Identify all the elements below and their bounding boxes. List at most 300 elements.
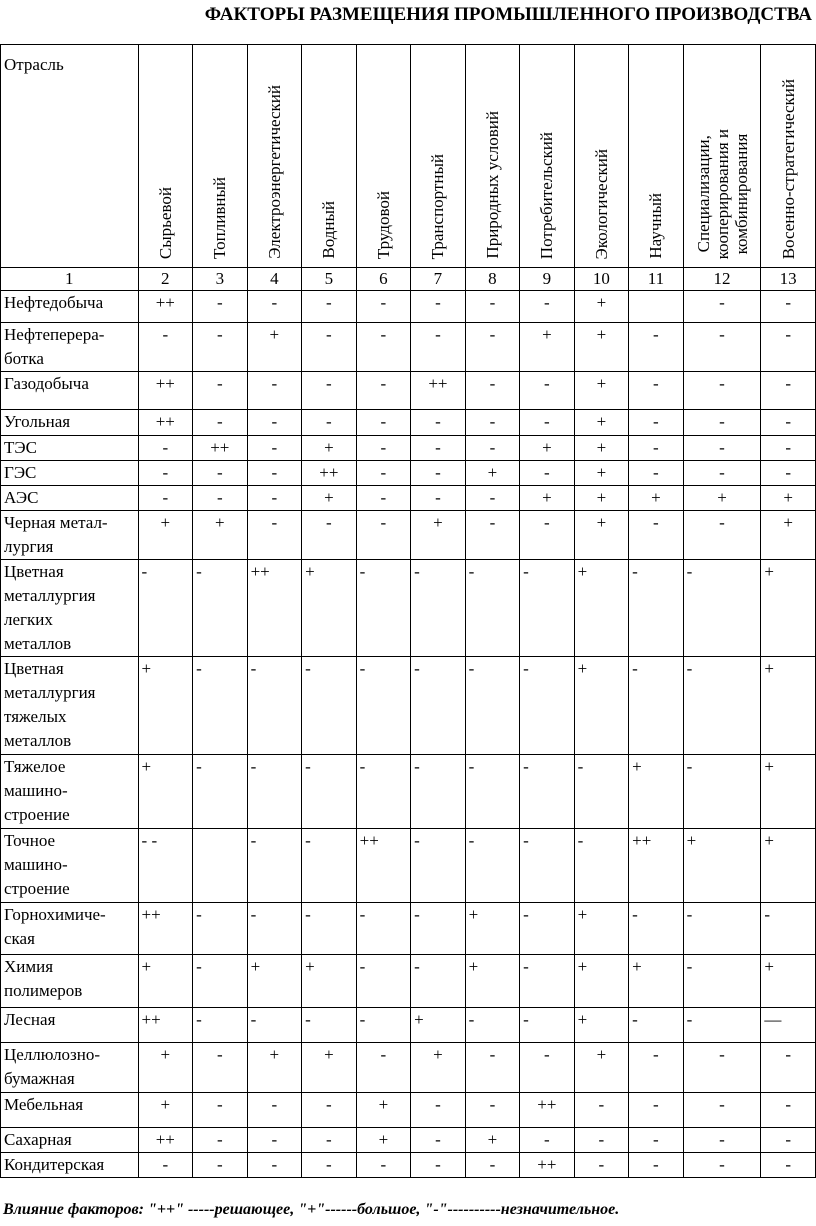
factor-cell: - bbox=[356, 511, 411, 560]
factor-cell: - bbox=[629, 436, 684, 461]
factor-cell: - bbox=[683, 1128, 761, 1153]
factor-cell: - bbox=[629, 1128, 684, 1153]
branch-name: Угольная bbox=[1, 410, 139, 436]
factor-cell: - bbox=[247, 372, 302, 410]
factor-cell: - bbox=[193, 323, 248, 372]
factor-cell: + bbox=[138, 1043, 193, 1093]
factor-cell: - bbox=[520, 511, 575, 560]
column-number: 1 bbox=[1, 268, 139, 291]
factor-cell: - bbox=[629, 461, 684, 486]
factor-cell: - bbox=[683, 323, 761, 372]
table-row bbox=[1, 829, 816, 903]
factor-cell: - bbox=[302, 511, 357, 560]
factor-cell: - bbox=[356, 486, 411, 511]
factor-cell: - bbox=[247, 657, 302, 755]
branch-name: АЭС bbox=[1, 486, 139, 511]
factor-cell: - bbox=[193, 955, 248, 1008]
header-factor bbox=[520, 45, 575, 268]
table-row bbox=[1, 291, 816, 323]
table-row bbox=[1, 410, 816, 436]
header-factor bbox=[356, 45, 411, 268]
table-row bbox=[1, 1043, 816, 1093]
branch-name: Тяжелое машино- строение bbox=[1, 755, 139, 829]
header-factor bbox=[138, 45, 193, 268]
factor-cell: - bbox=[629, 1093, 684, 1128]
factor-cell: - bbox=[629, 1153, 684, 1178]
factor-cell: ++ bbox=[138, 1128, 193, 1153]
factor-cell: - bbox=[411, 657, 466, 755]
factor-cell: ++ bbox=[520, 1153, 575, 1178]
header-factor bbox=[683, 45, 761, 268]
factor-cell: - bbox=[520, 1043, 575, 1093]
factor-cell: + bbox=[302, 436, 357, 461]
table-row bbox=[1, 1128, 816, 1153]
factor-cell: - bbox=[193, 1093, 248, 1128]
factor-cell: + bbox=[761, 486, 816, 511]
factor-cell: + bbox=[138, 511, 193, 560]
factor-cell: - bbox=[193, 410, 248, 436]
factor-cell: - bbox=[138, 486, 193, 511]
factor-cell: - bbox=[629, 323, 684, 372]
factor-cell: - bbox=[138, 560, 193, 657]
factor-cell: - bbox=[683, 291, 761, 323]
factor-cell: - bbox=[574, 829, 628, 903]
column-numbers-row bbox=[1, 268, 816, 291]
column-number: 8 bbox=[465, 268, 519, 291]
factor-cell bbox=[629, 291, 684, 323]
factor-cell: - bbox=[761, 1128, 816, 1153]
branch-name: Химия полимеров bbox=[1, 955, 139, 1008]
column-number: 12 bbox=[683, 268, 761, 291]
factor-cell: - bbox=[520, 903, 575, 955]
factor-cell: - bbox=[465, 410, 519, 436]
factor-cell: - bbox=[465, 1153, 519, 1178]
factor-cell: - bbox=[302, 1093, 357, 1128]
factor-cell: ++ bbox=[629, 829, 684, 903]
factor-cell: ++ bbox=[138, 372, 193, 410]
factor-cell: - bbox=[193, 1043, 248, 1093]
factor-cell: - bbox=[411, 755, 466, 829]
factor-cell: - bbox=[411, 291, 466, 323]
factor-cell: - bbox=[574, 755, 628, 829]
factor-cell: - bbox=[356, 1043, 411, 1093]
header-factor-label: Специализации, кооперирования и комбинирования bbox=[693, 128, 751, 259]
factor-cell: - bbox=[520, 560, 575, 657]
factor-cell: - bbox=[411, 1128, 466, 1153]
page-title: ФАКТОРЫ РАЗМЕЩЕНИЯ ПРОМЫШЛЕННОГО ПРОИЗВОДСТВА bbox=[204, 4, 812, 25]
factor-cell: - bbox=[683, 1008, 761, 1043]
factor-cell: - bbox=[193, 560, 248, 657]
factor-cell: + bbox=[411, 1008, 466, 1043]
column-number: 11 bbox=[629, 268, 684, 291]
factor-cell: + bbox=[629, 755, 684, 829]
factor-cell: + bbox=[629, 486, 684, 511]
factor-cell: - bbox=[465, 1008, 519, 1043]
factor-cell: - bbox=[247, 1153, 302, 1178]
factor-cell: - bbox=[761, 1043, 816, 1093]
factor-cell: - bbox=[520, 410, 575, 436]
factor-cell: - bbox=[465, 436, 519, 461]
factor-cell: - bbox=[356, 372, 411, 410]
factor-cell: - bbox=[520, 829, 575, 903]
header-factor bbox=[193, 45, 248, 268]
factor-cell: - bbox=[761, 461, 816, 486]
factor-cell: ++ bbox=[138, 1008, 193, 1043]
factor-cell: + bbox=[761, 511, 816, 560]
factor-cell: - bbox=[247, 1008, 302, 1043]
factor-cell: - bbox=[247, 511, 302, 560]
factor-cell: - bbox=[683, 372, 761, 410]
table-row bbox=[1, 511, 816, 560]
factor-cell: + bbox=[356, 1128, 411, 1153]
factor-cell: - - bbox=[138, 829, 193, 903]
factor-cell: + bbox=[465, 955, 519, 1008]
factor-cell: - bbox=[465, 511, 519, 560]
factor-cell: + bbox=[465, 1128, 519, 1153]
table-row bbox=[1, 372, 816, 410]
factor-cell: - bbox=[193, 657, 248, 755]
column-number: 7 bbox=[411, 268, 466, 291]
factor-cell: ++ bbox=[138, 291, 193, 323]
table-row bbox=[1, 486, 816, 511]
factor-cell: - bbox=[411, 829, 466, 903]
factors-table bbox=[0, 44, 816, 1178]
factor-cell: - bbox=[465, 1043, 519, 1093]
factor-cell: - bbox=[520, 291, 575, 323]
factor-cell: + bbox=[761, 755, 816, 829]
factor-cell: - bbox=[193, 903, 248, 955]
table-row bbox=[1, 436, 816, 461]
factor-cell: + bbox=[574, 436, 628, 461]
table-row bbox=[1, 755, 816, 829]
branch-name: Горнохимиче- ская bbox=[1, 903, 139, 955]
factor-cell: - bbox=[574, 1093, 628, 1128]
factor-cell: + bbox=[574, 903, 628, 955]
factor-cell: - bbox=[629, 560, 684, 657]
factor-cell: - bbox=[465, 323, 519, 372]
factor-cell: - bbox=[247, 436, 302, 461]
factor-cell: - bbox=[683, 511, 761, 560]
factor-cell: - bbox=[520, 755, 575, 829]
factor-cell: - bbox=[193, 755, 248, 829]
factor-cell: - bbox=[411, 560, 466, 657]
branch-name: Лесная bbox=[1, 1008, 139, 1043]
factor-cell: - bbox=[683, 461, 761, 486]
branch-name: Мебельная bbox=[1, 1093, 139, 1128]
factor-cell: + bbox=[465, 903, 519, 955]
column-number: 13 bbox=[761, 268, 816, 291]
factor-cell: - bbox=[193, 461, 248, 486]
factor-cell: + bbox=[629, 955, 684, 1008]
factor-cell: ++ bbox=[302, 461, 357, 486]
factor-cell: + bbox=[193, 511, 248, 560]
branch-name: Кондитерская bbox=[1, 1153, 139, 1178]
factor-cell: - bbox=[411, 410, 466, 436]
column-number: 3 bbox=[193, 268, 248, 291]
factor-cell: - bbox=[761, 410, 816, 436]
factor-cell: - bbox=[465, 1093, 519, 1128]
factor-cell: + bbox=[520, 486, 575, 511]
factor-cell bbox=[193, 829, 248, 903]
header-row bbox=[1, 45, 816, 268]
table-row bbox=[1, 323, 816, 372]
factor-cell: - bbox=[302, 1008, 357, 1043]
branch-name: Нефтедобыча bbox=[1, 291, 139, 323]
table-row bbox=[1, 1008, 816, 1043]
factor-cell: - bbox=[629, 410, 684, 436]
factor-cell: - bbox=[356, 323, 411, 372]
factor-cell: - bbox=[356, 903, 411, 955]
column-number: 4 bbox=[247, 268, 302, 291]
header-factor-label: Топливный bbox=[210, 177, 230, 259]
factor-cell: + bbox=[302, 1043, 357, 1093]
header-factor-label: Электроэнергетический bbox=[264, 85, 284, 259]
factor-cell: + bbox=[411, 511, 466, 560]
factor-cell: + bbox=[683, 829, 761, 903]
header-factor-label: Водный bbox=[319, 201, 339, 259]
factor-cell: - bbox=[302, 1153, 357, 1178]
factor-cell: - bbox=[411, 1093, 466, 1128]
factor-cell: + bbox=[247, 955, 302, 1008]
factor-cell: - bbox=[302, 1128, 357, 1153]
table-row bbox=[1, 461, 816, 486]
branch-name: Газодобыча bbox=[1, 372, 139, 410]
factor-cell: - bbox=[520, 657, 575, 755]
factor-cell: - bbox=[683, 560, 761, 657]
factor-cell: - bbox=[356, 955, 411, 1008]
factor-cell: ++ bbox=[138, 903, 193, 955]
factor-cell: - bbox=[683, 955, 761, 1008]
factor-cell: - bbox=[193, 486, 248, 511]
factor-cell: - bbox=[520, 372, 575, 410]
factor-cell: + bbox=[356, 1093, 411, 1128]
factor-cell: ++ bbox=[356, 829, 411, 903]
header-factor bbox=[411, 45, 466, 268]
header-factor-label: Научный bbox=[646, 193, 666, 259]
header-factor-label: Восенно-стратегический bbox=[778, 78, 798, 259]
factor-cell: - bbox=[302, 903, 357, 955]
factor-cell: + bbox=[138, 755, 193, 829]
factor-cell: - bbox=[574, 1128, 628, 1153]
column-number: 2 bbox=[138, 268, 193, 291]
factor-cell: + bbox=[574, 323, 628, 372]
factor-cell: - bbox=[574, 1153, 628, 1178]
column-number: 9 bbox=[520, 268, 575, 291]
factor-cell: - bbox=[411, 323, 466, 372]
header-factor bbox=[465, 45, 519, 268]
factor-cell: - bbox=[356, 755, 411, 829]
factor-cell: + bbox=[574, 1008, 628, 1043]
header-factor-label: Экологический bbox=[591, 148, 611, 259]
factor-cell: - bbox=[302, 410, 357, 436]
factor-cell: + bbox=[574, 291, 628, 323]
factor-cell: - bbox=[465, 829, 519, 903]
table-row bbox=[1, 955, 816, 1008]
factor-cell: - bbox=[761, 291, 816, 323]
column-number: 10 bbox=[574, 268, 628, 291]
factor-cell: - bbox=[761, 903, 816, 955]
table-body bbox=[1, 291, 816, 1178]
factor-cell: - bbox=[193, 372, 248, 410]
factor-cell: - bbox=[247, 1128, 302, 1153]
factor-cell: + bbox=[302, 560, 357, 657]
factor-cell: + bbox=[520, 436, 575, 461]
branch-name: ГЭС bbox=[1, 461, 139, 486]
branch-name: Точное машино- строение bbox=[1, 829, 139, 903]
branch-name: Целлюлозно- бумажная bbox=[1, 1043, 139, 1093]
factor-cell: - bbox=[683, 657, 761, 755]
factor-cell: - bbox=[302, 291, 357, 323]
factor-cell: - bbox=[247, 486, 302, 511]
factor-cell: + bbox=[302, 486, 357, 511]
factor-cell: - bbox=[247, 410, 302, 436]
factor-cell: - bbox=[629, 511, 684, 560]
factor-cell: - bbox=[138, 461, 193, 486]
factor-cell: - bbox=[138, 436, 193, 461]
factor-cell: - bbox=[465, 291, 519, 323]
factor-cell: - bbox=[247, 291, 302, 323]
branch-name: Цветная металлургия легких металлов bbox=[1, 560, 139, 657]
factor-cell: - bbox=[193, 1008, 248, 1043]
table-row bbox=[1, 1153, 816, 1178]
factor-cell: + bbox=[574, 461, 628, 486]
factor-cell: - bbox=[356, 291, 411, 323]
factor-cell: + bbox=[683, 486, 761, 511]
factor-cell: - bbox=[302, 323, 357, 372]
factor-cell: + bbox=[574, 486, 628, 511]
header-branch: Отрасль bbox=[1, 45, 139, 268]
factor-cell: + bbox=[574, 372, 628, 410]
branch-name: Черная метал- лургия bbox=[1, 511, 139, 560]
factor-cell: - bbox=[247, 903, 302, 955]
factor-cell: + bbox=[761, 657, 816, 755]
factor-cell: + bbox=[761, 955, 816, 1008]
factor-cell: - bbox=[761, 323, 816, 372]
factor-cell: + bbox=[574, 511, 628, 560]
factor-cell: - bbox=[465, 486, 519, 511]
factor-cell: + bbox=[520, 323, 575, 372]
factor-cell: - bbox=[356, 657, 411, 755]
factor-cell: + bbox=[247, 323, 302, 372]
table-row bbox=[1, 657, 816, 755]
factor-cell: - bbox=[302, 829, 357, 903]
factor-cell: - bbox=[356, 410, 411, 436]
factor-cell: - bbox=[683, 1153, 761, 1178]
header-factor bbox=[629, 45, 684, 268]
factor-cell: + bbox=[574, 1043, 628, 1093]
factor-cell: - bbox=[356, 1008, 411, 1043]
factor-cell: - bbox=[193, 1153, 248, 1178]
factor-cell: + bbox=[574, 410, 628, 436]
branch-name: Цветная металлургия тяжелых металлов bbox=[1, 657, 139, 755]
column-number: 5 bbox=[302, 268, 357, 291]
factor-cell: ++ bbox=[247, 560, 302, 657]
header-factor bbox=[574, 45, 628, 268]
factor-cell: - bbox=[629, 1008, 684, 1043]
factor-cell: ++ bbox=[520, 1093, 575, 1128]
factor-cell: - bbox=[193, 291, 248, 323]
header-factor-label: Природных условий bbox=[482, 111, 502, 259]
factor-cell: - bbox=[629, 657, 684, 755]
factor-cell: + bbox=[138, 657, 193, 755]
factor-cell: - bbox=[629, 372, 684, 410]
factor-cell: ++ bbox=[411, 372, 466, 410]
factor-cell: - bbox=[761, 1093, 816, 1128]
column-number: 6 bbox=[356, 268, 411, 291]
factor-cell: + bbox=[247, 1043, 302, 1093]
factor-cell: - bbox=[302, 372, 357, 410]
factor-cell: - bbox=[411, 486, 466, 511]
header-factor bbox=[761, 45, 816, 268]
factor-cell: - bbox=[683, 903, 761, 955]
factor-cell: + bbox=[302, 955, 357, 1008]
factor-cell: + bbox=[411, 1043, 466, 1093]
factor-cell: - bbox=[247, 755, 302, 829]
factor-cell: - bbox=[465, 372, 519, 410]
factor-cell: + bbox=[138, 1093, 193, 1128]
factor-cell: - bbox=[411, 1153, 466, 1178]
factor-cell: - bbox=[247, 1093, 302, 1128]
factor-cell: ++ bbox=[138, 410, 193, 436]
factor-cell: — bbox=[761, 1008, 816, 1043]
factor-cell: - bbox=[411, 436, 466, 461]
header-factor-label: Трудовой bbox=[373, 190, 393, 259]
factor-cell: + bbox=[574, 560, 628, 657]
factor-cell: - bbox=[356, 560, 411, 657]
branch-name: ТЭС bbox=[1, 436, 139, 461]
factor-cell: + bbox=[138, 955, 193, 1008]
factor-cell: - bbox=[302, 755, 357, 829]
factor-cell: - bbox=[629, 1043, 684, 1093]
header-factor-label: Потребительский bbox=[537, 131, 557, 259]
header-factor bbox=[247, 45, 302, 268]
factor-cell: - bbox=[520, 461, 575, 486]
factor-cell: - bbox=[520, 1128, 575, 1153]
factor-cell: - bbox=[761, 436, 816, 461]
factor-cell: - bbox=[465, 657, 519, 755]
table-row bbox=[1, 1093, 816, 1128]
factor-cell: - bbox=[683, 1043, 761, 1093]
factor-cell: + bbox=[465, 461, 519, 486]
factor-cell: ++ bbox=[193, 436, 248, 461]
factor-cell: - bbox=[138, 1153, 193, 1178]
factor-cell: - bbox=[683, 436, 761, 461]
header-factor-label: Транспортный bbox=[428, 153, 448, 259]
factor-cell: + bbox=[574, 955, 628, 1008]
factor-cell: - bbox=[465, 560, 519, 657]
factor-cell: - bbox=[465, 755, 519, 829]
factor-cell: - bbox=[629, 903, 684, 955]
factor-cell: - bbox=[247, 461, 302, 486]
factor-cell: - bbox=[683, 755, 761, 829]
factor-cell: - bbox=[138, 323, 193, 372]
factor-cell: + bbox=[761, 829, 816, 903]
factor-cell: - bbox=[356, 461, 411, 486]
factor-cell: + bbox=[574, 657, 628, 755]
factor-cell: - bbox=[247, 829, 302, 903]
factor-cell: - bbox=[683, 1093, 761, 1128]
branch-name: Нефтеперера- ботка bbox=[1, 323, 139, 372]
factor-cell: - bbox=[520, 955, 575, 1008]
branch-name: Сахарная bbox=[1, 1128, 139, 1153]
factor-cell: - bbox=[356, 1153, 411, 1178]
factor-cell: - bbox=[520, 1008, 575, 1043]
header-factor-label: Сырьевой bbox=[155, 186, 175, 259]
factor-cell: - bbox=[411, 461, 466, 486]
factor-cell: - bbox=[761, 1153, 816, 1178]
factor-cell: - bbox=[356, 436, 411, 461]
table-row bbox=[1, 903, 816, 955]
